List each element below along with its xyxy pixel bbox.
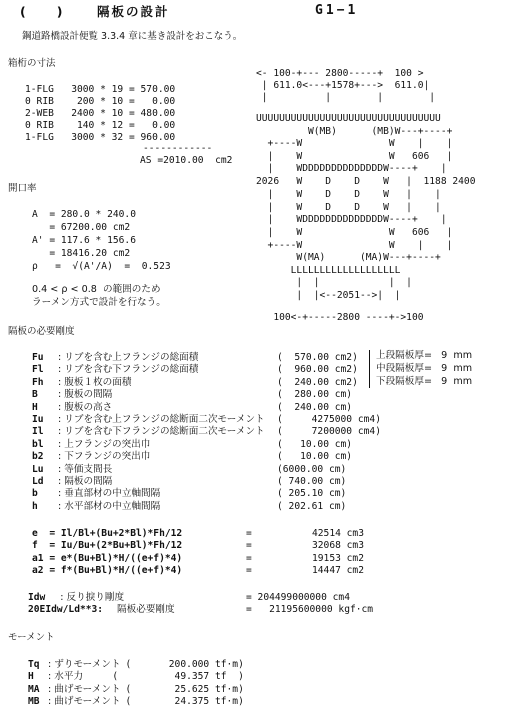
param-description: : リブを含む下フランジの総断面二次モーメント — [58, 426, 265, 438]
formula-value: 19153 cm2 — [312, 552, 364, 564]
diagram-line: 2026 W D D W | 1188 2400 — [256, 176, 476, 187]
diagram-line: | | | | — [256, 277, 412, 288]
param-value: ( 4275000 cm4) — [277, 414, 381, 425]
diagram-line: | WDDDDDDDDDDDDDDW----+ | — [256, 214, 447, 225]
moment-symbol: MB — [28, 696, 40, 708]
param-description: : 隔板の間隔 — [58, 476, 113, 487]
moment-value: 200.000 tf·m) — [163, 659, 244, 670]
formula-eq: = — [246, 552, 252, 564]
param-symbol: b2 — [32, 451, 44, 463]
param-value: ( 202.61 cm) — [277, 500, 347, 512]
title-paren: ( ) — [20, 4, 65, 19]
moment-symbol: MA — [28, 683, 40, 695]
opening-ratio: ρ = √(A'/A) = 0.523 — [32, 261, 171, 272]
section-box-dimensions: 箱桁の寸法 — [8, 58, 56, 69]
diagram-line: | 611.0<---+1578+---> 611.0| — [256, 80, 430, 91]
param-symbol: Lu — [32, 463, 44, 475]
design-method: ラーメン方式で設計を行なう。 — [32, 297, 166, 308]
param-symbol: Fl — [32, 364, 44, 376]
param-description: : 腹板の間隔 — [58, 389, 113, 401]
idw-description: : 反り捩り剛度 — [48, 592, 125, 603]
param-value: ( 740.00 cm) — [277, 476, 347, 487]
diagram-line: +----W W | | — [256, 240, 453, 251]
section-required-stiffness: 隔板の必要剛度 — [8, 326, 75, 337]
required-stiffness-description: 隔板必要剛度 — [114, 604, 175, 616]
param-value: ( 240.00 cm2) — [277, 376, 358, 388]
diagram-line: | WDDDDDDDDDDDDDDW----+ | — [256, 163, 447, 174]
dims-dashes: ------------ — [143, 143, 213, 154]
idw-value: = 204499000000 cm4 — [246, 592, 350, 603]
param-value: ( 10.00 cm) — [277, 438, 353, 450]
diagram-line: <- 100-+--- 2800-----+ 100 > — [256, 68, 424, 79]
param-value: ( 10.00 cm) — [277, 451, 353, 463]
formula-e: e = Il/Bl+(Bu+2*Bl)*Fh/12 — [32, 528, 183, 539]
formula-eq: = — [246, 565, 252, 577]
area-a-result: = 67200.00 cm2 — [32, 222, 131, 233]
param-symbol: Il — [32, 426, 44, 438]
param-symbol: H — [32, 401, 38, 413]
plate-middle: 中段隔板厚= 9 mm — [376, 363, 473, 374]
diagram-line: LLLLLLLLLLLLLLLLLLL — [256, 265, 401, 276]
area-a-prime: A' = 117.6 * 156.6 — [32, 235, 136, 246]
area-a-prime-result: = 18416.20 cm2 — [32, 248, 131, 259]
param-symbol: Iu — [32, 414, 44, 425]
idw-symbol: Idw — [28, 592, 46, 603]
moment-description: : 曲げモーメント ( — [48, 683, 131, 695]
diagram-line: | W W 606 | — [256, 151, 453, 162]
diagram-line: | W D D W | | — [256, 202, 441, 213]
param-value: ( 7200000 cm4) — [277, 426, 381, 438]
moment-symbol: Tq — [28, 659, 40, 670]
moment-symbol: H — [28, 671, 34, 683]
param-value: ( 570.00 cm2) — [277, 352, 358, 363]
param-value: ( 240.00 cm) — [277, 401, 353, 413]
param-description: : 等価支間長 — [58, 463, 113, 475]
formula-f: f = Iu/Bu+(2*Bu+Bl)*Fh/12 — [32, 540, 183, 552]
area-a: A = 280.0 * 240.0 — [32, 209, 136, 220]
param-description: : リブを含む上フランジの総面積 — [58, 352, 199, 363]
ratio-condition: 0.4 < ρ < 0.8 の範囲のため — [32, 284, 161, 295]
param-description: : 腹板の高さ — [58, 401, 113, 413]
dims-row: 1-FLG 3000 * 19 = 570.00 — [25, 84, 176, 95]
param-symbol: bl — [32, 438, 44, 450]
moment-value: 25.625 tf·m) — [163, 683, 244, 695]
param-symbol: Fu — [32, 352, 44, 363]
formula-value: 14447 cm2 — [312, 565, 364, 577]
diagram-line: 100<-+-----2800 ----+->100 — [256, 312, 424, 323]
diagram-line: | | | | — [256, 92, 436, 103]
moment-description: : ずりモーメント ( — [48, 659, 131, 670]
dims-row: 2-WEB 2400 * 10 = 480.00 — [25, 108, 176, 119]
param-description: : 腹板１枚の面積 — [58, 376, 132, 388]
plate-thickness-box — [369, 350, 473, 388]
page-title: 隔板の設計 — [97, 4, 170, 19]
moment-description: : 曲げモーメント ( — [48, 696, 131, 708]
member-code: G1−1 — [315, 3, 359, 18]
dims-row: 0 RIB 200 * 10 = 0.00 — [25, 96, 176, 107]
param-symbol: h — [32, 500, 38, 512]
intro-text: 鋼道路橋設計便覧 3.3.4 章に基き設計をおこなう。 — [22, 31, 243, 42]
formula-value: 32068 cm3 — [312, 540, 364, 552]
plate-lower: 下段隔板厚= 9 mm — [376, 376, 473, 387]
diagram-line: +----W W | | — [256, 138, 453, 149]
param-description: : 下フランジの突出巾 — [58, 451, 151, 463]
param-description: : リブを含む上フランジの総断面二次モーメント — [58, 414, 265, 425]
formula-a2: a2 = f*(Bu+Bl)*H/((e+f)*4) — [32, 565, 183, 577]
required-stiffness-symbol: 20EIdw/Ld**3: — [28, 604, 104, 616]
formula-value: 42514 cm3 — [312, 528, 364, 539]
param-description: : リブを含む下フランジの総面積 — [58, 364, 199, 376]
param-description: : 水平部材の中立軸間隔 — [58, 500, 161, 512]
diagram-line: | |<--2051-->| | — [256, 290, 401, 301]
moment-description: : 水平力 ( — [48, 671, 118, 683]
dims-row: 1-FLG 3000 * 32 = 960.00 — [25, 132, 176, 143]
formula-eq: = — [246, 528, 252, 539]
dims-row: 0 RIB 140 * 12 = 0.00 — [25, 120, 176, 131]
diagram-line: | W D D W | | — [256, 189, 441, 200]
param-value: (6000.00 cm) — [277, 463, 347, 475]
diagram-line: UUUUUUUUUUUUUUUUUUUUUUUUUUUUUUUU — [256, 113, 441, 124]
formula-a1: a1 = e*(Bu+Bl)*H/((e+f)*4) — [32, 552, 183, 564]
param-value: ( 960.00 cm2) — [277, 364, 358, 376]
diagram-line: | W W 606 | — [256, 227, 453, 238]
param-symbol: b — [32, 488, 38, 500]
param-value: ( 280.00 cm) — [277, 389, 353, 401]
diagram-line: W(MB) (MB)W---+----+ — [256, 126, 453, 137]
section-opening-ratio: 開口率 — [8, 183, 37, 194]
dims-total: AS =2010.00 cm2 — [140, 155, 233, 166]
formula-eq: = — [246, 540, 252, 552]
param-symbol: B — [32, 389, 38, 401]
param-value: ( 205.10 cm) — [277, 488, 347, 500]
required-stiffness-value: = 21195600000 kgf·cm — [246, 604, 374, 616]
param-symbol: Fh — [32, 376, 44, 388]
plate-upper: 上段隔板厚= 9 mm — [376, 350, 473, 361]
param-description: : 上フランジの突出巾 — [58, 438, 151, 450]
param-symbol: Ld — [32, 476, 44, 487]
moment-value: 49.357 tf ) — [163, 671, 244, 683]
moment-value: 24.375 tf·m) — [163, 696, 244, 708]
param-description: : 垂直部材の中立軸間隔 — [58, 488, 161, 500]
section-moment: モーメント — [8, 632, 55, 643]
diagram-line: W(MA) (MA)W---+----+ — [256, 252, 441, 263]
